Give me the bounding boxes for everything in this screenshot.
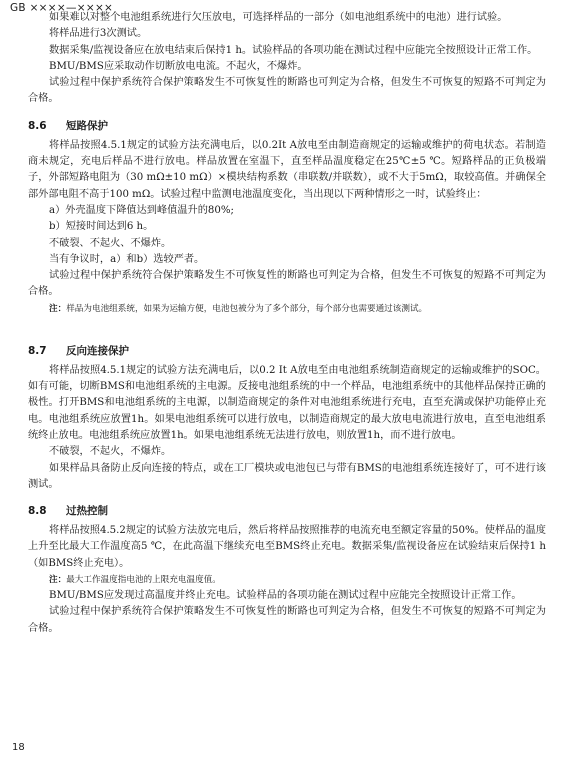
note-label: 注： [49, 575, 67, 586]
section-heading-8-8 [28, 503, 546, 519]
s86-paragraph-1: 将样品按照4.5.1规定的试验方法充满电后，以0.2It A放电至由制造商规定的运输或维护的荷电状态。若制造商未规定，充电后样品不进行放电。样品放置在室温下，直至样品温度稳定在25℃±5 ℃。短路样品的正负极端子，外部短路电阻为（30 mΩ±10 mΩ）×模块结构系数（串联数/并联数），或不大于5mΩ，取较高值。并确保全部外部电阻不高于100 mΩ。试验过程中监测电池温度变化，当出现以下两种情形之一时，试验终止： [28, 139, 546, 200]
s86-list-item-a: a）外壳温度下降值达到峰值温升的80%; [49, 204, 234, 216]
note-label: 注： [49, 303, 67, 314]
s88-paragraph-3: 试验过程中保护系统符合保护策略发生不可恢复性的断路也可判定为合格，但发生不可恢复的短路不可判定为合格。 [28, 606, 546, 634]
note-text: 样品为电池组系统，如果为运输方便，电池包被分为了多个部分，每个部分也需要通过该测试。 [66, 303, 428, 314]
s88-paragraph-2: BMU/BMS应发现过高温度并终止充电。试验样品的各项功能在测试过程中应能完全按照设计正常工作。 [49, 590, 522, 602]
section-title: 反向连接保护 [66, 344, 129, 357]
page-number: 18 [12, 742, 25, 753]
note-text: 最大工作温度指电池的上限充电温度值。 [66, 575, 221, 586]
s86-paragraph-4: 试验过程中保护系统符合保护策略发生不可恢复性的断路也可判定为合格，但发生不可恢复的短路不可判定为合格。 [28, 270, 546, 298]
section-title: 短路保护 [66, 119, 108, 132]
s87-paragraph-1: 将样品按照4.5.1规定的试验方法充满电后，以0.2 It A放电至由电池组系统制造商规定的运输或维护的SOC。如有可能，切断BMS和电池组系统的主电源。反接电池组系统的中一个样品，电池组系统中的其他样品保持正确的极性。打开BMS和电池组系统的主电源，以制造商规定的条件对电池组系统进行充电，直至充满或保护功能停止充电。电池组系统应放置1h。如果电池组系统可以进行放电，以制造商规定的最大放电电流进行放电，直至电池组系统终止放电。电池组系统应放置1h。如果电池组系统无法进行放电，则放置1h，而不进行放电。 [28, 364, 546, 441]
section-heading-8-6 [28, 118, 546, 134]
s86-paragraph-2: 不破裂、不起火、不爆炸。 [49, 237, 172, 249]
s86-list-item-b: b）短接时间达到6 h。 [49, 221, 154, 233]
intro-paragraph-4: BMU/BMS应采取动作切断放电电流。不起火，不爆炸。 [49, 60, 308, 72]
s88-note [28, 573, 546, 588]
intro-paragraph-2: 将样品进行3次测试。 [49, 28, 148, 40]
s87-paragraph-3: 如果样品具备防止反向连接的特点，或在工厂模块或电池包已与带有BMS的电池组系统连接好了，可不进行该测试。 [28, 462, 546, 490]
page-content [28, 10, 546, 637]
s88-paragraph-1: 将样品按照4.5.2规定的试验方法放完电后，然后将样品按照推荐的电流充电至额定容量的50%。使样品的温度上升至比最大工作温度高5 ℃，在此高温下继续充电至BMS终止充电。数据采集/监视设备应在试验结束后保持1 h（如BMS终止充电）。 [28, 525, 546, 569]
intro-paragraph-1: 如果难以对整个电池组系统进行欠压放电，可选择样品的一部分（如电池组系统中的电池）进行试验。 [49, 12, 508, 23]
intro-paragraph-3: 数据采集/监视设备应在放电结束后保持1 h。试验样品的各项功能在测试过程中应能完全按照设计正常工作。 [49, 44, 538, 56]
standard-code-header: GB ××××—×××× [10, 2, 114, 14]
section-number: 8.8 [28, 505, 47, 518]
section-heading-8-7 [28, 343, 546, 359]
section-number: 8.6 [28, 119, 47, 132]
s86-paragraph-3: 当有争议时，a）和b）选较严者。 [49, 253, 205, 265]
section-number: 8.7 [28, 344, 47, 357]
s87-paragraph-2: 不破裂，不起火，不爆炸。 [49, 446, 172, 458]
s86-note [28, 302, 546, 317]
intro-paragraph-5: 试验过程中保护系统符合保护策略发生不可恢复性的断路也可判定为合格，但发生不可恢复的短路不可判定为合格。 [28, 77, 546, 105]
section-title: 过热控制 [66, 505, 108, 518]
